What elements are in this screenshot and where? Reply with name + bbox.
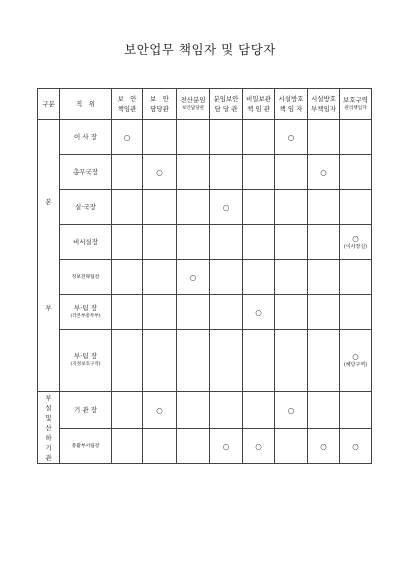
role-cell bbox=[177, 429, 210, 464]
role-cell bbox=[275, 295, 308, 330]
circle-mark-icon: ○ bbox=[320, 167, 327, 177]
role-cell bbox=[210, 330, 243, 392]
role-cell bbox=[177, 260, 210, 295]
security-officer-table bbox=[37, 88, 372, 464]
role-cell bbox=[340, 392, 372, 429]
role-cell bbox=[177, 330, 210, 392]
role-cell bbox=[275, 392, 308, 429]
header-facility-chief: 시설방호 책 임 자 bbox=[275, 89, 308, 120]
role-cell bbox=[112, 225, 143, 260]
header-category: 구분 bbox=[38, 89, 60, 120]
role-cell bbox=[112, 295, 143, 330]
role-cell bbox=[243, 330, 275, 392]
role-cell bbox=[340, 120, 372, 155]
role-cell bbox=[210, 155, 243, 190]
header-protected-area: 보호구역 관리책임자 bbox=[340, 89, 372, 120]
role-cell bbox=[177, 392, 210, 429]
role-cell bbox=[143, 190, 177, 225]
role-cell bbox=[112, 260, 143, 295]
role-cell bbox=[143, 392, 177, 429]
position-cell: 실·국장 bbox=[60, 190, 112, 225]
role-cell bbox=[112, 429, 143, 464]
header-security-manager: 보 안 담당관 bbox=[143, 89, 177, 120]
role-cell bbox=[308, 120, 340, 155]
role-cell bbox=[340, 190, 372, 225]
circle-mark-icon: ○ bbox=[123, 132, 131, 142]
table-row bbox=[38, 330, 372, 392]
role-cell bbox=[177, 295, 210, 330]
position-cell: 부·팀 장 (각본부총무부) bbox=[60, 295, 112, 330]
circle-mark-icon: ○ bbox=[287, 405, 295, 415]
role-cell bbox=[308, 225, 340, 260]
role-cell bbox=[275, 155, 308, 190]
role-cell bbox=[177, 155, 210, 190]
table-row bbox=[38, 225, 372, 260]
role-cell bbox=[143, 260, 177, 295]
role-cell bbox=[243, 429, 275, 464]
role-cell bbox=[275, 120, 308, 155]
table-row bbox=[38, 295, 372, 330]
role-cell bbox=[308, 260, 340, 295]
role-cell bbox=[210, 190, 243, 225]
circle-mark-icon: ○ bbox=[352, 233, 359, 243]
table-row bbox=[38, 429, 372, 464]
role-cell bbox=[210, 120, 243, 155]
circle-mark-icon: ○ bbox=[255, 441, 262, 451]
header-row bbox=[38, 89, 372, 120]
circle-mark-icon: ○ bbox=[255, 307, 262, 317]
circle-mark-icon: ○ bbox=[222, 441, 230, 451]
circle-mark-icon: ○ bbox=[156, 167, 163, 177]
group-affiliated: 부 설 및 산 하 기 관 bbox=[38, 392, 60, 464]
position-cell: 총무국장 bbox=[60, 155, 112, 190]
role-cell bbox=[308, 392, 340, 429]
role-cell bbox=[243, 225, 275, 260]
page-title: 보안업무 책임자 및 담당자 bbox=[124, 42, 276, 57]
position-cell: 비서실장 bbox=[60, 225, 112, 260]
circle-mark-icon: ○ bbox=[189, 272, 197, 282]
role-cell bbox=[243, 295, 275, 330]
position-cell: 기 관 장 bbox=[60, 392, 112, 429]
header-secret-custody: 비밀보관 책 임 관 bbox=[243, 89, 275, 120]
role-cell bbox=[243, 120, 275, 155]
circle-mark-icon: ○ bbox=[156, 405, 163, 415]
header-security-chief: 보 안 책임관 bbox=[112, 89, 143, 120]
role-cell bbox=[210, 392, 243, 429]
role-cell bbox=[210, 260, 243, 295]
table-row bbox=[38, 260, 372, 295]
table-row bbox=[38, 190, 372, 225]
role-cell bbox=[308, 190, 340, 225]
header-facility-deputy: 시설방호 부책임자 bbox=[308, 89, 340, 120]
position-cell: 이 사 장 bbox=[60, 120, 112, 155]
role-cell bbox=[308, 330, 340, 392]
table-row bbox=[38, 120, 372, 155]
role-cell bbox=[143, 155, 177, 190]
role-cell bbox=[112, 392, 143, 429]
role-cell bbox=[210, 295, 243, 330]
role-cell bbox=[112, 120, 143, 155]
role-cell bbox=[177, 190, 210, 225]
role-cell bbox=[340, 295, 372, 330]
role-cell bbox=[275, 330, 308, 392]
role-cell bbox=[275, 225, 308, 260]
role-cell bbox=[340, 225, 372, 260]
role-cell bbox=[143, 295, 177, 330]
area-note: (이사장실) bbox=[343, 243, 368, 250]
circle-mark-icon: ○ bbox=[320, 441, 327, 451]
role-cell bbox=[112, 155, 143, 190]
circle-mark-icon: ○ bbox=[352, 352, 359, 361]
role-cell bbox=[308, 155, 340, 190]
header-position: 직 위 bbox=[60, 89, 112, 120]
role-cell bbox=[243, 260, 275, 295]
role-cell bbox=[243, 392, 275, 429]
header-it-security: 전산분임 보안담당관 bbox=[177, 89, 210, 120]
role-cell bbox=[143, 225, 177, 260]
role-cell bbox=[143, 429, 177, 464]
table-row bbox=[38, 155, 372, 190]
role-cell bbox=[210, 429, 243, 464]
role-cell bbox=[243, 190, 275, 225]
group-main-office: 본 부 bbox=[38, 120, 60, 392]
role-cell bbox=[177, 120, 210, 155]
role-cell bbox=[275, 429, 308, 464]
position-cell: 부·팀 장 (지정보호구역) bbox=[60, 330, 112, 392]
role-cell bbox=[275, 190, 308, 225]
position-cell: 총괄부서팀장 bbox=[60, 429, 112, 464]
role-cell bbox=[143, 120, 177, 155]
position-cell: 정보전략팀장 bbox=[60, 260, 112, 295]
area-note: (해당구역) bbox=[343, 362, 368, 368]
circle-mark-icon: ○ bbox=[222, 202, 230, 212]
role-cell bbox=[243, 155, 275, 190]
role-cell bbox=[340, 260, 372, 295]
role-cell bbox=[308, 295, 340, 330]
table-row bbox=[38, 392, 372, 429]
role-cell bbox=[308, 429, 340, 464]
role-cell bbox=[177, 225, 210, 260]
role-cell bbox=[143, 330, 177, 392]
header-sub-security: 분임보안 담 당 관 bbox=[210, 89, 243, 120]
role-cell bbox=[112, 190, 143, 225]
role-cell bbox=[275, 260, 308, 295]
role-cell bbox=[340, 330, 372, 392]
circle-mark-icon: ○ bbox=[352, 441, 359, 451]
role-cell bbox=[112, 330, 143, 392]
circle-mark-icon: ○ bbox=[287, 132, 295, 142]
role-cell bbox=[340, 429, 372, 464]
role-cell bbox=[210, 225, 243, 260]
role-cell bbox=[340, 155, 372, 190]
